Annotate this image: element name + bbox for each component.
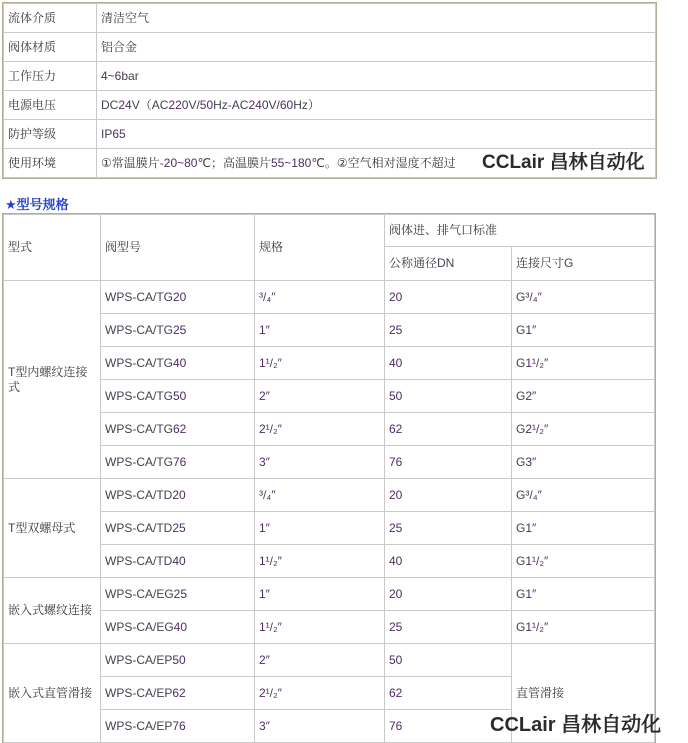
spec-cell: 3″ bbox=[255, 710, 385, 743]
g-cell: G³/₄″ bbox=[512, 281, 655, 314]
dn-cell: 40 bbox=[385, 545, 512, 578]
spec-value: 清洁空气 bbox=[97, 4, 656, 33]
model-row bbox=[4, 611, 655, 644]
merged-g-cell: 直管滑接 bbox=[512, 644, 655, 743]
model-header-row-1 bbox=[4, 215, 655, 247]
spec-cell: ³/₄″ bbox=[255, 281, 385, 314]
spec-row bbox=[4, 120, 656, 149]
spec-row bbox=[4, 33, 656, 62]
spec-cell: 1″ bbox=[255, 314, 385, 347]
dn-cell: 76 bbox=[385, 446, 512, 479]
model-row bbox=[4, 578, 655, 611]
model-row bbox=[4, 413, 655, 446]
model-cell: WPS-CA/TG50 bbox=[101, 380, 255, 413]
g-cell: G1¹/₂″ bbox=[512, 611, 655, 644]
model-row bbox=[4, 479, 655, 512]
dn-cell: 25 bbox=[385, 314, 512, 347]
header-model: 阀型号 bbox=[101, 215, 255, 281]
spec-cell: 3″ bbox=[255, 446, 385, 479]
dn-cell: 25 bbox=[385, 611, 512, 644]
model-row bbox=[4, 281, 655, 314]
g-cell: G1¹/₂″ bbox=[512, 545, 655, 578]
spec-label: 流体介质 bbox=[4, 4, 97, 33]
model-cell: WPS-CA/EP50 bbox=[101, 644, 255, 677]
spec-row bbox=[4, 62, 656, 91]
header-dn: 公称通径DN bbox=[385, 247, 512, 281]
spec-cell: 1¹/₂″ bbox=[255, 545, 385, 578]
model-cell: WPS-CA/TD20 bbox=[101, 479, 255, 512]
model-row bbox=[4, 512, 655, 545]
spec-cell: 2¹/₂″ bbox=[255, 677, 385, 710]
header-port-group: 阀体进、排气口标准 bbox=[385, 215, 655, 247]
model-cell: WPS-CA/TG76 bbox=[101, 446, 255, 479]
spec-value: 4~6bar bbox=[97, 62, 656, 91]
dn-cell: 25 bbox=[385, 512, 512, 545]
header-type: 型式 bbox=[4, 215, 101, 281]
spec-cell: 2¹/₂″ bbox=[255, 413, 385, 446]
spec-label: 使用环境 bbox=[4, 149, 97, 178]
model-table bbox=[3, 214, 655, 743]
dn-cell: 20 bbox=[385, 281, 512, 314]
watermark-logo-top: CCLair 昌林自动化 bbox=[482, 152, 645, 173]
spec-row bbox=[4, 91, 656, 120]
spec-value: IP65 bbox=[97, 120, 656, 149]
dn-cell: 20 bbox=[385, 479, 512, 512]
dn-cell: 62 bbox=[385, 413, 512, 446]
dn-cell: 50 bbox=[385, 380, 512, 413]
model-row bbox=[4, 347, 655, 380]
spec-cell: 1″ bbox=[255, 578, 385, 611]
model-cell: WPS-CA/TG40 bbox=[101, 347, 255, 380]
model-cell: WPS-CA/EG25 bbox=[101, 578, 255, 611]
spec-cell: 2″ bbox=[255, 644, 385, 677]
spec-label: 工作压力 bbox=[4, 62, 97, 91]
model-cell: WPS-CA/EP76 bbox=[101, 710, 255, 743]
spec-label: 防护等级 bbox=[4, 120, 97, 149]
spec-label: 电源电压 bbox=[4, 91, 97, 120]
spec-cell: 1¹/₂″ bbox=[255, 611, 385, 644]
model-table-wrap bbox=[2, 213, 656, 743]
model-cell: WPS-CA/TD25 bbox=[101, 512, 255, 545]
spec-value: 铝合金 bbox=[97, 33, 656, 62]
g-cell: G³/₄″ bbox=[512, 479, 655, 512]
model-row bbox=[4, 314, 655, 347]
g-cell: G2¹/₂″ bbox=[512, 413, 655, 446]
header-g: 连接尺寸G bbox=[512, 247, 655, 281]
model-row bbox=[4, 644, 655, 677]
g-cell: G2″ bbox=[512, 380, 655, 413]
dn-cell: 40 bbox=[385, 347, 512, 380]
model-cell: WPS-CA/EP62 bbox=[101, 677, 255, 710]
dn-cell: 50 bbox=[385, 644, 512, 677]
type-group-cell: 嵌入式螺纹连接 bbox=[4, 578, 101, 644]
dn-cell: 20 bbox=[385, 578, 512, 611]
dn-cell: 62 bbox=[385, 677, 512, 710]
dn-cell: 76 bbox=[385, 710, 512, 743]
type-group-cell: T型内螺纹连接式 bbox=[4, 281, 101, 479]
model-cell: WPS-CA/TG25 bbox=[101, 314, 255, 347]
model-cell: WPS-CA/TG20 bbox=[101, 281, 255, 314]
model-table-body bbox=[4, 215, 655, 743]
spec-value: ①常温膜片-20~80℃；高温膜片55~180℃。②空气相对湿度不超过 bbox=[97, 149, 656, 178]
model-row bbox=[4, 380, 655, 413]
model-row bbox=[4, 446, 655, 479]
spec-cell: 1″ bbox=[255, 512, 385, 545]
model-cell: WPS-CA/EG40 bbox=[101, 611, 255, 644]
spec-label: 阀体材质 bbox=[4, 33, 97, 62]
watermark-logo-bottom: CCLair 昌林自动化 bbox=[490, 714, 662, 736]
g-cell: G3″ bbox=[512, 446, 655, 479]
g-cell: G1″ bbox=[512, 314, 655, 347]
header-spec: 规格 bbox=[255, 215, 385, 281]
model-row bbox=[4, 545, 655, 578]
model-cell: WPS-CA/TD40 bbox=[101, 545, 255, 578]
g-cell: G1″ bbox=[512, 578, 655, 611]
spec-value: DC24V（AC220V/50Hz-AC240V/60Hz） bbox=[97, 91, 656, 120]
g-cell: G1¹/₂″ bbox=[512, 347, 655, 380]
spec-cell: 2″ bbox=[255, 380, 385, 413]
g-cell: G1″ bbox=[512, 512, 655, 545]
model-cell: WPS-CA/TG62 bbox=[101, 413, 255, 446]
spec-cell: ³/₄″ bbox=[255, 479, 385, 512]
spec-cell: 1¹/₂″ bbox=[255, 347, 385, 380]
section-title: ★型号规格 bbox=[5, 197, 69, 212]
spec-row bbox=[4, 4, 656, 33]
type-group-cell: 嵌入式直管滑接 bbox=[4, 644, 101, 743]
type-group-cell: T型双螺母式 bbox=[4, 479, 101, 578]
